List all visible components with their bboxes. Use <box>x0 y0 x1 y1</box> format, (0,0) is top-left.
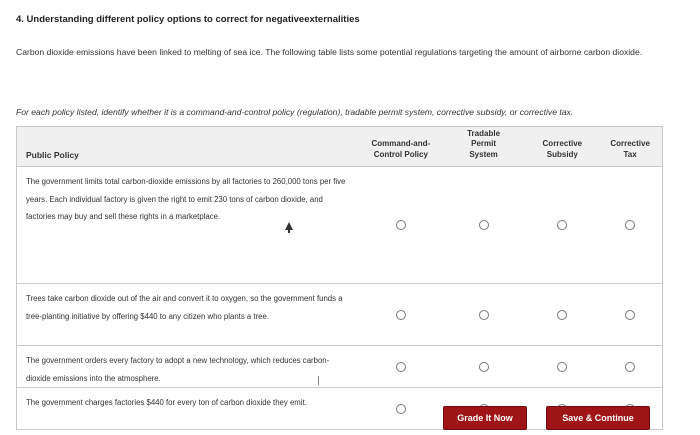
radio-tradable-permit[interactable] <box>479 220 489 230</box>
radio-tradable-permit[interactable] <box>479 362 489 372</box>
header-corrective-tax: Corrective Tax <box>610 139 650 159</box>
radio-corrective-subsidy[interactable] <box>557 310 567 320</box>
table-row <box>17 167 662 284</box>
question-heading: 4. Understanding different policy options to correct for negativeexternalities <box>16 14 360 25</box>
header-public-policy: Public Policy <box>26 149 79 160</box>
policy-text: The government orders every factory to adopt a new technology, which reduces carbon-dioxide emissions into the atmosphere. <box>26 356 330 383</box>
mouse-cursor-icon <box>285 222 293 230</box>
radio-tradable-permit[interactable] <box>479 310 489 320</box>
header-corrective-subsidy: Corrective Subsidy <box>542 139 583 159</box>
question-instruction: For each policy listed, identify whether it is a command-and-control policy (regulation), tradable permit system, corrective subsidy, or corrective tax. <box>16 107 574 117</box>
question-intro: Carbon dioxide emissions have been linked to melting of sea ice. The following table lists some potential regulations targeting the amount of airborne carbon dioxide. <box>16 47 643 57</box>
radio-corrective-tax[interactable] <box>625 362 635 372</box>
save-and-continue-button[interactable]: Save & Continue <box>546 406 650 430</box>
header-command-control: Command-and- Control Policy <box>371 139 431 159</box>
policy-table <box>16 126 663 430</box>
radio-command-control[interactable] <box>396 404 406 414</box>
table-row <box>17 346 662 388</box>
radio-corrective-tax[interactable] <box>625 220 635 230</box>
policy-text: The government limits total carbon-dioxide emissions by all factories to 260,000 tons per five years. Each individual factory is given the right to emit 230 tons of carbon dioxide, and factories may buy and sell these rights in a marketplace. <box>26 177 346 221</box>
header-tradable-permit: Tradable Permit System <box>467 128 501 159</box>
table-header <box>17 127 662 167</box>
radio-corrective-subsidy[interactable] <box>557 220 567 230</box>
policy-text: The government charges factories $440 for every ton of carbon dioxide they emit. <box>26 398 307 407</box>
policy-text: Trees take carbon dioxide out of the air and convert it to oxygen, so the government funds a tree-planting initiative by offering $440 to any citizen who plants a tree. <box>26 294 343 321</box>
radio-command-control[interactable] <box>396 220 406 230</box>
radio-command-control[interactable] <box>396 362 406 372</box>
grade-it-now-button[interactable]: Grade It Now <box>443 406 527 430</box>
radio-corrective-subsidy[interactable] <box>557 362 567 372</box>
radio-corrective-tax[interactable] <box>625 310 635 320</box>
table-row <box>17 284 662 346</box>
text-caret-icon <box>318 376 319 385</box>
radio-command-control[interactable] <box>396 310 406 320</box>
